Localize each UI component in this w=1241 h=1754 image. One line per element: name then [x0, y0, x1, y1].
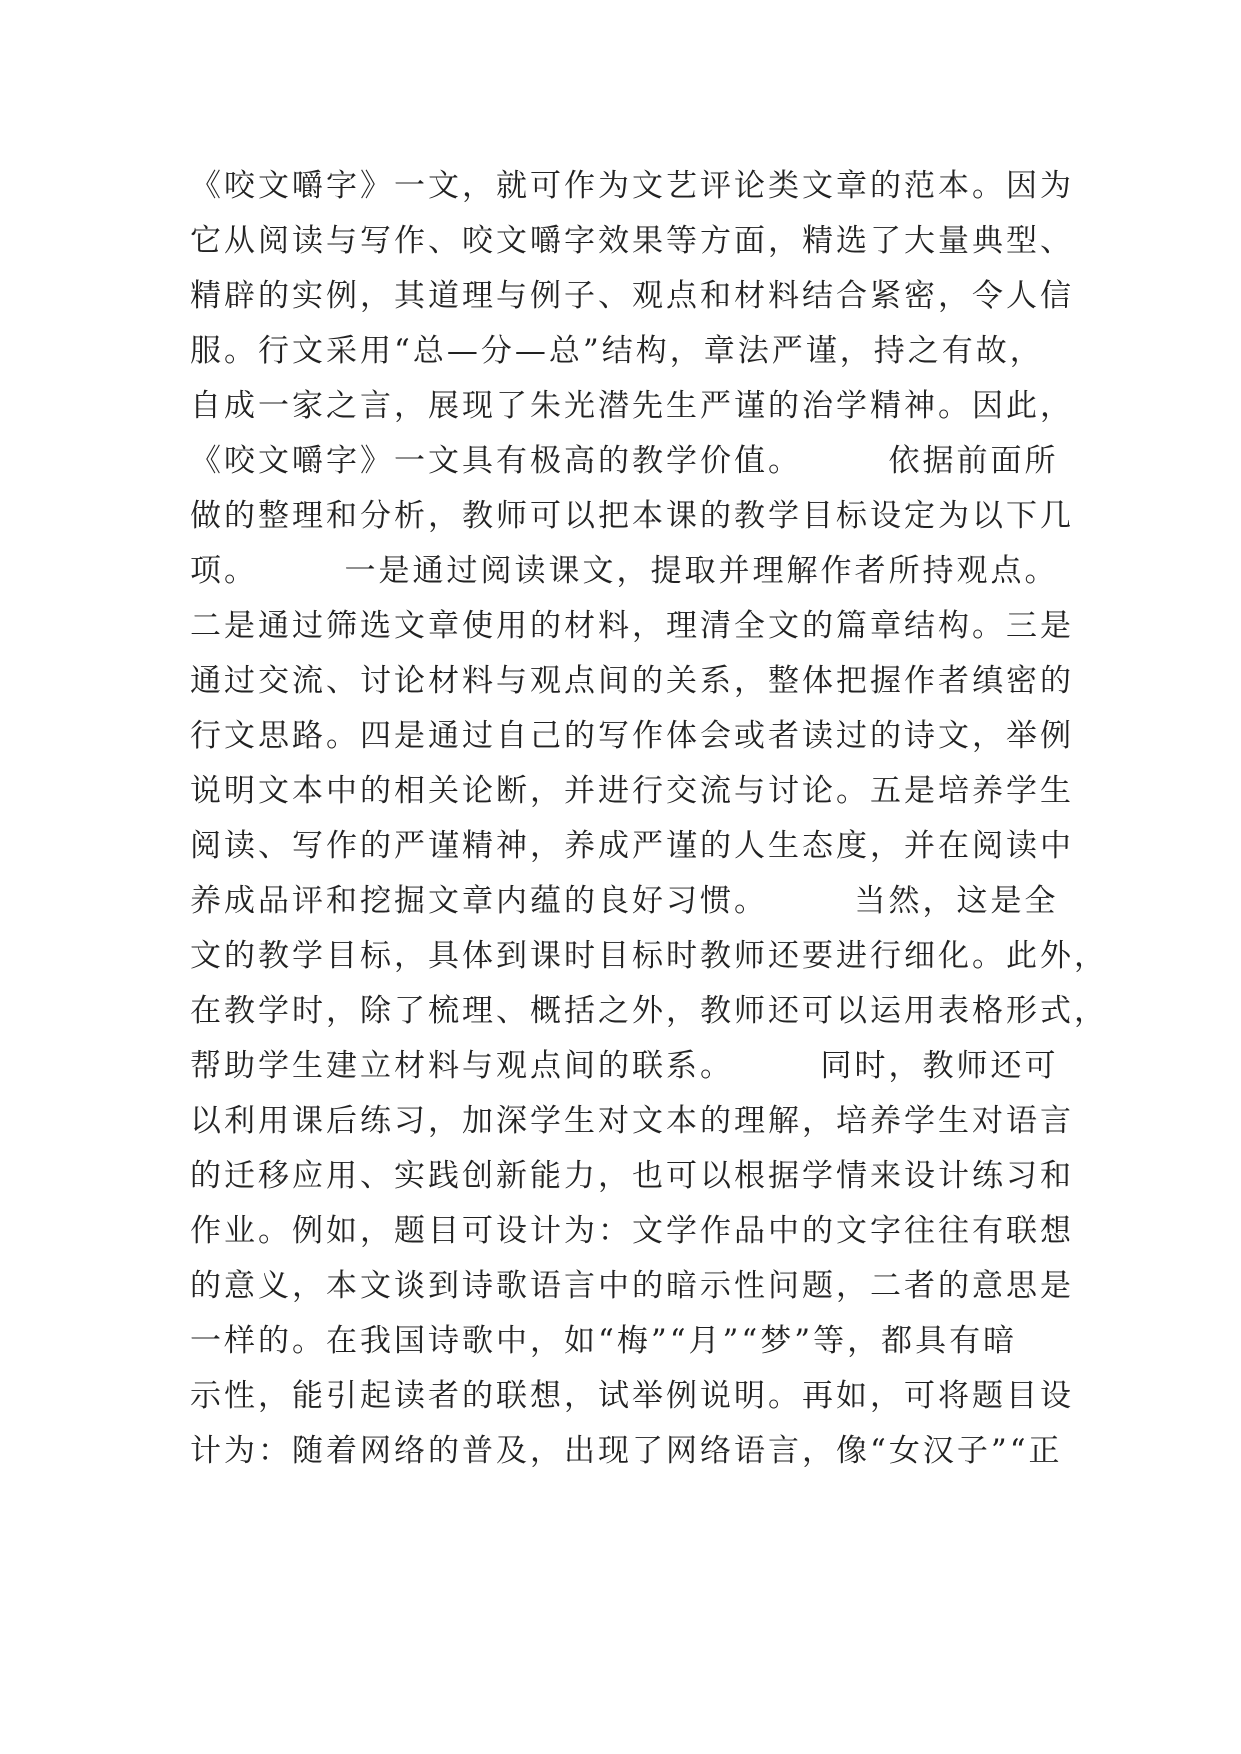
text-line: 它从阅读与写作、咬文嚼字效果等方面，精选了大量典型、: [190, 223, 1074, 259]
text-line: 服。行文采用“总—分—总”结构，章法严谨，持之有故，: [190, 333, 1044, 369]
text-line: 自成一家之言，展现了朱光潜先生严谨的治学精神。因此，: [190, 388, 1074, 424]
text-line: 以利用课后练习，加深学生对文本的理解，培养学生对语言: [190, 1103, 1074, 1139]
text-line: 项。 一是通过阅读课文，提取并理解作者所持观点。: [190, 553, 1059, 589]
text-line: 《咬文嚼字》一文具有极高的教学价值。 依据前面所: [190, 443, 1059, 479]
text-line: 说明文本中的相关论断，并进行交流与讨论。五是培养学生: [190, 773, 1074, 809]
text-line: 养成品评和挖掘文章内蕴的良好习惯。 当然，这是全: [190, 883, 1059, 919]
text-line: 计为：随着网络的普及，出现了网络语言，像“女汉子”“正: [190, 1433, 1063, 1469]
text-line: 做的整理和分析，教师可以把本课的教学目标设定为以下几: [190, 498, 1074, 534]
text-line: 文的教学目标，具体到课时目标时教师还要进行细化。此外，: [190, 938, 1108, 974]
text-line: 的意义，本文谈到诗歌语言中的暗示性问题，二者的意思是: [190, 1268, 1074, 1304]
text-line: 一样的。在我国诗歌中，如“梅”“月”“梦”等，都具有暗: [190, 1323, 1018, 1359]
text-line: 作业。例如，题目可设计为：文学作品中的文字往往有联想: [190, 1213, 1074, 1249]
text-line: 的迁移应用、实践创新能力，也可以根据学情来设计练习和: [190, 1158, 1074, 1194]
text-line: 行文思路。四是通过自己的写作体会或者读过的诗文，举例: [190, 718, 1074, 754]
text-line: 二是通过筛选文章使用的材料，理清全文的篇章结构。三是: [190, 608, 1074, 644]
text-line: 帮助学生建立材料与观点间的联系。 同时，教师还可: [190, 1048, 1059, 1084]
text-line: 示性，能引起读者的联想，试举例说明。再如，可将题目设: [190, 1378, 1074, 1414]
text-line: 《咬文嚼字》一文，就可作为文艺评论类文章的范本。因为: [190, 168, 1074, 204]
text-line: 通过交流、讨论材料与观点间的关系，整体把握作者缜密的: [190, 663, 1074, 699]
text-line: 阅读、写作的严谨精神，养成严谨的人生态度，并在阅读中: [190, 828, 1074, 864]
text-line: 在教学时，除了梳理、概括之外，教师还可以运用表格形式，: [190, 993, 1108, 1029]
text-line: 精辟的实例，其道理与例子、观点和材料结合紧密，令人信: [190, 278, 1074, 314]
